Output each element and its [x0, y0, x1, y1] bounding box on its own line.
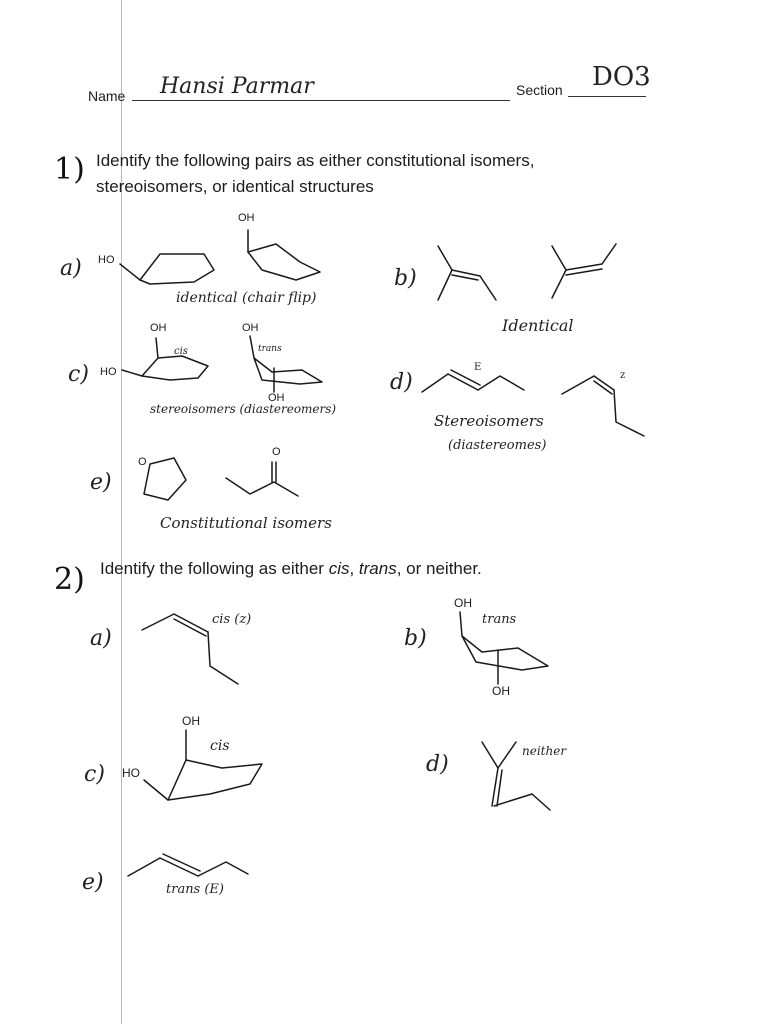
q2-part-a-letter: a): [90, 626, 112, 651]
q2a-answer: cis (z): [212, 612, 252, 627]
q2-part-c-letter: c): [84, 762, 105, 787]
q2c-answer: cis: [210, 738, 230, 754]
q1e-answer: Constitutional isomers: [160, 514, 332, 532]
q1d-answer-line1: Stereoisomers: [434, 412, 544, 430]
section-label: Section: [516, 82, 563, 98]
q1e-oxygen-label-2: O: [272, 446, 281, 458]
q1b-alkene-1: [432, 242, 502, 312]
q1a-chair-2: [240, 224, 340, 294]
q1c-chair-trans: [244, 334, 334, 404]
q1-part-a-letter: a): [60, 256, 82, 281]
question-1-text-line2: stereoisomers, or identical structures: [96, 177, 374, 196]
q1d-e-label: E: [474, 362, 482, 373]
q2c-ho-label: HO: [122, 766, 140, 780]
q2-part-b-letter: b): [404, 626, 427, 651]
question-2-trans: trans: [358, 559, 397, 578]
q1c-cis-label: cis: [174, 346, 188, 357]
q2c-chair: [140, 724, 270, 804]
section-value: DO3: [592, 62, 651, 92]
q1c-oh-label-3: OH: [268, 392, 285, 404]
q2-part-e-letter: e): [82, 870, 104, 895]
q1-part-d-letter: d): [390, 370, 413, 395]
q1b-alkene-2: [544, 240, 624, 310]
q1e-butanone: [222, 456, 312, 506]
question-2-text-prefix: Identify the following as either: [100, 559, 329, 578]
question-2-text: [100, 558, 482, 580]
q2-part-d-letter: d): [426, 752, 449, 777]
q1b-answer: Identical: [502, 316, 574, 335]
q1a-oh-label: OH: [238, 212, 255, 224]
q1c-chair-cis: [120, 332, 210, 392]
q1e-tetrahydrofuran: [134, 452, 194, 512]
q2b-oh-bottom-label: OH: [492, 684, 510, 698]
q2b-oh-top-label: OH: [454, 596, 472, 610]
question-2-sep: ,: [349, 559, 359, 578]
section-underline: [568, 96, 646, 97]
q1c-answer: stereoisomers (diastereomers): [150, 402, 337, 416]
name-value: Hansi Parmar: [160, 74, 314, 99]
q1e-oxygen-label-1: O: [138, 456, 147, 468]
q1d-z-label: z: [620, 370, 626, 381]
q1d-alkene-e: [420, 366, 550, 406]
q1c-ho-label: HO: [100, 366, 117, 378]
q1c-oh-label-2: OH: [242, 322, 259, 334]
q2c-oh-label: OH: [182, 714, 200, 728]
q1a-ho-label: HO: [98, 254, 115, 266]
question-2-cis: cis: [328, 559, 350, 578]
name-label: Name: [88, 88, 126, 104]
q1c-oh-label-1: OH: [150, 322, 167, 334]
q1d-alkene-z: [560, 370, 660, 450]
question-2-text-suffix: , or neither.: [396, 559, 482, 578]
q1a-chair-1: [118, 244, 228, 294]
q2b-answer: trans: [482, 612, 517, 627]
q1c-trans-label: trans: [258, 344, 282, 354]
question-1-text-line1: Identify the following pairs as either constitutional isomers,: [96, 151, 535, 170]
q1-part-e-letter: e): [90, 470, 112, 495]
q2b-chair: [452, 606, 552, 686]
question-1-number: 1): [54, 152, 85, 187]
q1a-answer: identical (chair flip): [176, 290, 317, 306]
name-underline: [132, 100, 510, 101]
q1-part-c-letter: c): [68, 362, 89, 387]
question-2-number: 2): [54, 562, 85, 597]
q1-part-b-letter: b): [394, 266, 417, 291]
q2d-answer: neither: [522, 744, 567, 758]
q1d-answer-line2: (diastereomes): [448, 438, 547, 453]
q2e-answer: trans (E): [166, 882, 224, 897]
